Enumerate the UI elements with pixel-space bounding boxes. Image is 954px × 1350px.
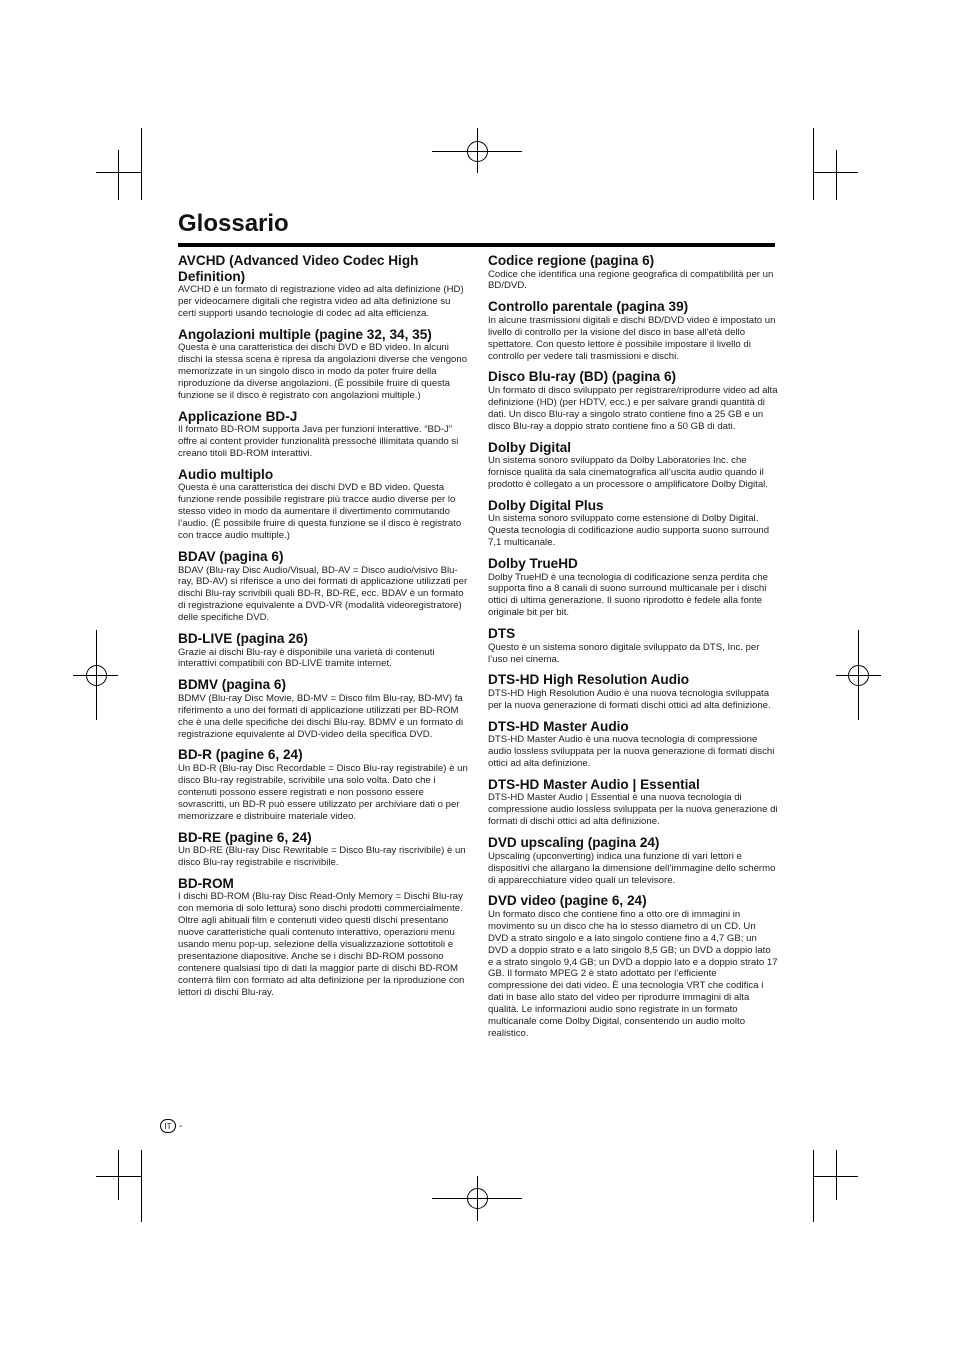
page-footer bbox=[160, 1119, 182, 1133]
crop-mark bbox=[141, 128, 142, 200]
glossary-definition: I dischi BD-ROM (Blu-ray Disc Read-Only Memory = Dischi Blu-ray con memoria di solo lettura) sono dischi prodotti commercialmente. Oltre agli abituali film e contenuti video questi dischi presentano nuove caratteristiche quali contenuto interattivo, operazioni menu usando menu pop-up, selezione della visualizzazione sottotitoli e presentazione diapositive. Anche se i dischi BD-ROM possono contenere qualsiasi tipo di dati la maggior parte di dischi BD-ROM conterrà film con formato ad alta definizione per la riproduzione con lettori di dischi Blu-ray. bbox=[178, 891, 465, 998]
crop-mark bbox=[141, 1150, 142, 1222]
glossary-term: Angolazioni multiple (pagine 32, 34, 35) bbox=[178, 326, 432, 342]
glossary-term: DVD upscaling (pagina 24) bbox=[488, 835, 660, 851]
glossary-term: BDAV (pagina 6) bbox=[178, 549, 284, 564]
glossary-definition: BDAV (Blu-ray Disc Audio/Visual, BD-AV = Disco audio/visivo Blu-ray, BD-AV) si riferisce a uno dei formati di applicazione utilizzati per dischi Blu-ray scrivibili quali BD-R, BD-RE, ecc. BDAV è un formato di registrazione equivalente a DVD-VR (modalità videoregistratore) delle specifiche DVD. bbox=[178, 564, 468, 624]
glossary-term: BDMV (pagina 6) bbox=[178, 677, 286, 693]
glossary-definition: In alcune trasmissioni digitali e dischi BD/DVD video è impostato un livello di controllo per la visione del disco in base all’età dello spettatore. Con questo lettore è possibile impostare il livello di controllo per vedere tali trasmissioni e dischi. bbox=[488, 314, 776, 362]
glossary-entry bbox=[488, 672, 778, 711]
language-badge: IT bbox=[160, 1119, 176, 1133]
registration-circle bbox=[86, 665, 107, 686]
glossary-term: AVCHD (Advanced Video Codec High Definition) bbox=[178, 253, 419, 284]
registration-circle bbox=[467, 141, 488, 162]
glossary-definition: Un sistema sonoro sviluppato come estensione di Dolby Digital. Questa tecnologia di codificazione audio supporta suono surround 7,1 multicanale. bbox=[488, 513, 770, 549]
glossary-entry bbox=[178, 830, 468, 869]
glossary-entry bbox=[488, 369, 778, 432]
glossary-definition: Un formato di disco sviluppato per registrare/riprodurre video ad alta definizione (HD) (per HDTV, ecc.) e per salvare grandi quantità di dati. Un disco Blu-ray a singolo strato contiene fino a 25 GB e un disco Blu-ray a doppio strato contiene fino a 50 GB di dati. bbox=[488, 384, 778, 432]
glossary-term: BD-ROM bbox=[178, 875, 234, 891]
page-title: Glossario bbox=[178, 210, 289, 237]
glossary-term: DTS-HD Master Audio bbox=[488, 718, 629, 734]
crop-mark bbox=[836, 150, 837, 200]
title-rule bbox=[178, 243, 775, 247]
glossary-entry bbox=[488, 626, 778, 665]
glossary-definition: BDMV (Blu-ray Disc Movie, BD-MV = Disco film Blu-ray, BD-MV) fa riferimento a uno dei formati di applicazione utilizzati per BD-ROM che è una delle specifiche dei dischi Blu-ray. BDMV è un formato di registrazione equivalente al DVD-video della specifica DVD. bbox=[178, 692, 464, 740]
glossary-entry bbox=[488, 835, 778, 886]
glossary-definition: DTS-HD Master Audio è una nuova tecnologia di compressione audio lossless sviluppata per la nuova generazione di formati dischi ottici ad alta definizione. bbox=[488, 734, 775, 770]
glossary-term: Controllo parentale (pagina 39) bbox=[488, 299, 689, 315]
glossary-entry bbox=[488, 719, 778, 770]
glossary-definition: Questa è una caratteristica dei dischi DVD e BD video. In alcuni dischi la stessa scena è ripresa da angolazioni diverse che vengono memorizzate in un singolo disco in modo da poter fruire della riproduzione da diverse angolazioni. (È possibile fruire di questa funzione se il disco è registrato con angolazioni multiple.) bbox=[178, 342, 468, 401]
glossary-definition: Un BD-RE (Blu-ray Disc Rewritable = Disco Blu-ray riscrivibile) è un disco Blu-ray registrabile e riscrivibile. bbox=[178, 845, 466, 868]
glossary-definition: AVCHD è un formato di registrazione video ad alta definizione (HD) per videocamere digitali che registra video ad alta definizione su certi supporti usando tecnologie di codec ad alta efficienza. bbox=[178, 284, 464, 319]
glossary-definition: Upscaling (upconverting) indica una funzione di vari lettori e dispositivi che allargano la dimensione dell’immagine dello schermo di apparecchiature video quali un televisore. bbox=[488, 850, 776, 886]
glossary-entry bbox=[488, 556, 778, 619]
glossary-entry bbox=[488, 253, 778, 292]
glossary-term: BD-LIVE (pagina 26) bbox=[178, 631, 308, 647]
glossary-definition: Il formato BD-ROM supporta Java per funzioni interattive. “BD-J” offre ai content provider funzionalità pressoché illimitata quando si creano titoli BD-ROM interattivi. bbox=[178, 424, 459, 460]
glossary-term: Dolby TrueHD bbox=[488, 556, 578, 571]
glossary-entry bbox=[488, 777, 778, 828]
glossary-term: Applicazione BD-J bbox=[178, 408, 298, 424]
glossary-definition: Un sistema sonoro sviluppato da Dolby Laboratories Inc. che fornisce qualità da sala cinematografica all’uscita audio quando il prodotto è collegato a un processore o amplificatore Dolby Digital. bbox=[488, 455, 768, 490]
glossary-definition: Grazie ai dischi Blu-ray è disponibile una varietà di contenuti interattivi compatibili con BD-LIVE tramite internet. bbox=[178, 646, 435, 670]
glossary-entry bbox=[488, 440, 778, 491]
registration-circle bbox=[848, 665, 869, 686]
crop-mark bbox=[118, 150, 119, 200]
glossary-definition: Codice che identifica una regione geografica di compatibilità per un BD/DVD. bbox=[488, 268, 774, 292]
glossary-definition: Un BD-R (Blu-ray Disc Recordable = Disco Blu-ray registrabile) è un disco Blu-ray registrabile, scrivibile una solo volta. Dato che i contenuti possono essere registrati e non possono essere sovrascritti, un BD-R può essere utilizzato per archiviare dati o per memorizzare e distribuire materiale video. bbox=[178, 762, 468, 822]
glossary-entry bbox=[178, 876, 468, 999]
glossary-entry bbox=[178, 467, 468, 542]
glossary-entry bbox=[178, 677, 468, 740]
glossary-definition: DTS-HD High Resolution Audio è una nuova tecnologia sviluppata per la nuova generazione di formati dischi ottici ad alta definizione. bbox=[488, 687, 771, 711]
crop-mark bbox=[118, 1150, 119, 1200]
glossary-entry bbox=[178, 631, 468, 670]
glossary-entry bbox=[178, 327, 468, 402]
crop-mark bbox=[836, 1150, 837, 1200]
page-number: - bbox=[179, 1120, 183, 1132]
glossary-entry bbox=[488, 893, 778, 1039]
glossary-term: DTS bbox=[488, 626, 516, 642]
glossary-definition: DTS-HD Master Audio | Essential è una nuova tecnologia di compressione audio lossless sviluppata per la nuova generazione di formati di dischi ottici ad alta definizione. bbox=[488, 792, 778, 828]
glossary-definition: Questo è un sistema sonoro digitale sviluppato da DTS, Inc. per l’uso nei cinema. bbox=[488, 641, 760, 665]
glossary-term: DVD video (pagine 6, 24) bbox=[488, 893, 647, 909]
glossary-term: Disco Blu-ray (BD) (pagina 6) bbox=[488, 369, 677, 385]
glossary-definition: Dolby TrueHD è una tecnologia di codificazione senza perdita che supporta fino a 8 canali di suono surround multicanale per i dischi ottici di ultima generazione. Il suono riprodotto è fedele alla fonte originale bit per bit. bbox=[488, 571, 768, 619]
glossary-term: Codice regione (pagina 6) bbox=[488, 253, 655, 268]
glossary-column-right bbox=[488, 253, 778, 1047]
crop-mark bbox=[813, 128, 814, 200]
glossary-term: DTS-HD Master Audio | Essential bbox=[488, 776, 700, 792]
glossary-term: BD-RE (pagine 6, 24) bbox=[178, 829, 312, 845]
glossary-entry bbox=[488, 299, 778, 362]
glossary-column-left bbox=[178, 253, 468, 1005]
glossary-entry bbox=[178, 253, 468, 320]
glossary-term: Audio multiplo bbox=[178, 466, 274, 482]
glossary-term: BD-R (pagine 6, 24) bbox=[178, 747, 303, 763]
glossary-term: DTS-HD High Resolution Audio bbox=[488, 672, 690, 688]
glossary-entry bbox=[178, 549, 468, 624]
glossary-definition: Questa è una caratteristica dei dischi DVD e BD video. Questa funzione rende possibile registrare più tracce audio diverse per lo stesso video in modo da aumentare il divertimento commutando l’audio. (È possibile fruire di questa funzione se il disco è registrato con tracce audio multiple.) bbox=[178, 482, 462, 542]
registration-circle bbox=[467, 1188, 488, 1209]
glossary-term: Dolby Digital Plus bbox=[488, 497, 604, 513]
glossary-entry bbox=[178, 747, 468, 822]
crop-mark bbox=[813, 1150, 814, 1222]
glossary-entry bbox=[488, 498, 778, 549]
glossary-entry bbox=[178, 409, 468, 460]
glossary-term: Dolby Digital bbox=[488, 439, 572, 455]
glossary-definition: Un formato disco che contiene fino a otto ore di immagini in movimento su un disco che ha lo stesso diametro di un CD. Un DVD a strato singolo e a lato singolo contiene fino a 4,7 GB; un DVD a doppio strato e a lato singolo 8,5 GB; un DVD a doppio lato e a strato singolo 9,4 GB; un DVD a doppio lato e a doppio strato 17 GB. Il formato MPEG 2 è stato adottato per l’efficiente compressione dei dati video. È una tecnologia VRT che codifica i dati in base allo stato del video per riprodurre immagini di alta qualità. Le informazioni audio sono registrate in un formato multicanale come Dolby Digital, consentendo un audio molto realistico. bbox=[488, 908, 778, 1039]
